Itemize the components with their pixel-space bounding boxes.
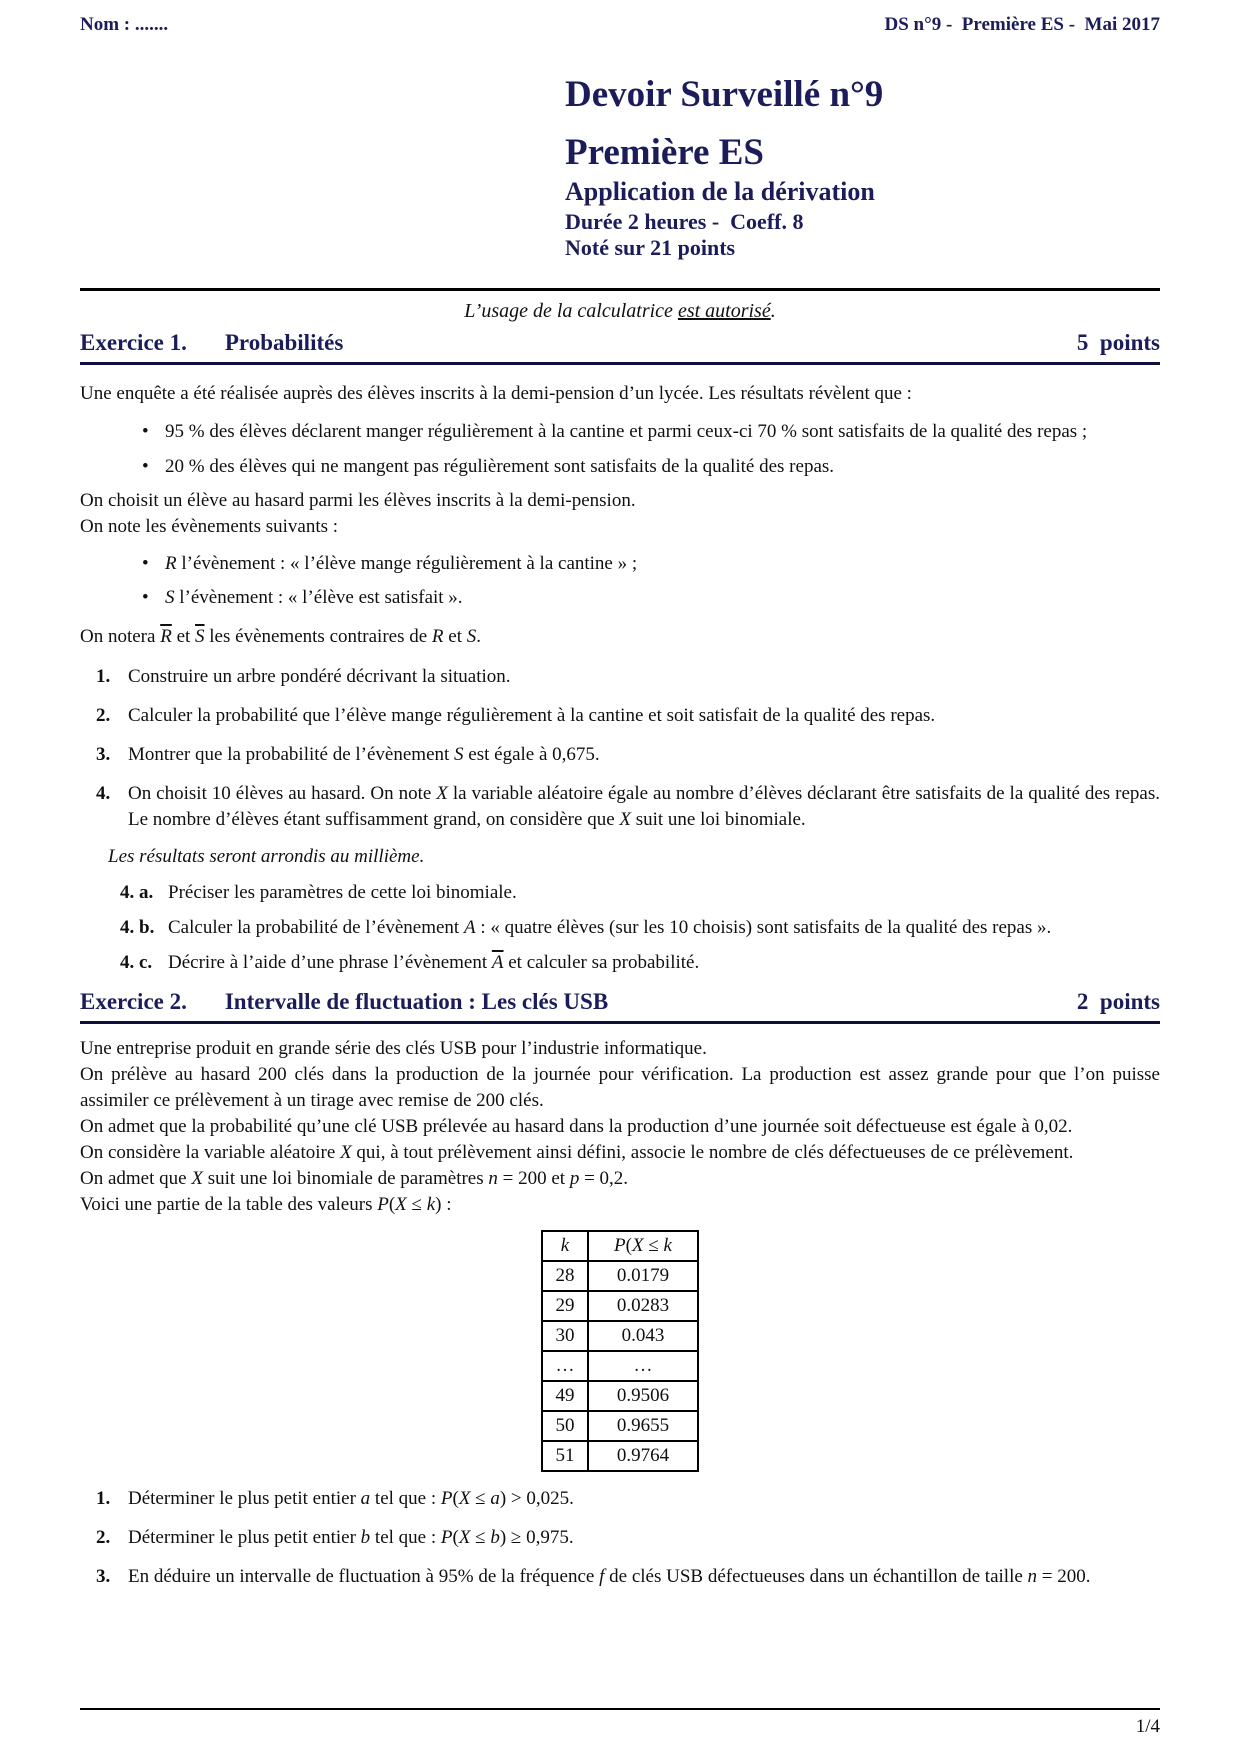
text-segment: On choisit 10 élèves au hasard. On note [128, 783, 437, 804]
table-cell: 0.0179 [588, 1261, 698, 1291]
course-info: DS n°9 - Première ES - Mai 2017 [884, 14, 1160, 35]
table-cell: … [542, 1351, 588, 1381]
ex1-event-r-text [165, 553, 637, 574]
text-segment: suit une loi binomiale. [630, 809, 806, 830]
question-text [168, 917, 1051, 938]
ex1-survey-results [80, 419, 1160, 480]
ex2-paragraph-5 [80, 1166, 1160, 1192]
exercise1-label: Exercice 1. [80, 330, 187, 355]
table-cell: 0.043 [588, 1321, 698, 1351]
text-segment: = 200. [1037, 1566, 1091, 1587]
question-text [128, 783, 1160, 830]
text-segment: et calculer sa probabilité. [503, 952, 700, 973]
student-name-label: Nom : ....... [80, 14, 169, 35]
question-text [128, 744, 600, 765]
exam-topic: Application de la dérivation [565, 177, 875, 206]
table-cell: 0.9764 [588, 1441, 698, 1471]
table-cell: 51 [542, 1441, 588, 1471]
text-segment: R [165, 553, 177, 574]
binomial-values-table [541, 1230, 699, 1472]
question-text [128, 666, 511, 687]
ex2-paragraph-2: On prélève au hasard 200 clés dans la production de la journée pour vérification. La production est assez grande pour que l’on puisse assimiler ce prélèvement à un tirage avec remise de 200 clés. [80, 1064, 1160, 1111]
text-segment: P [377, 1194, 389, 1215]
text-segment: Préciser les paramètres de cette loi binomiale. [168, 882, 517, 903]
ex1-question-4c [80, 950, 1160, 976]
ex2-paragraph-4 [80, 1140, 1160, 1166]
text-segment: On considère la variable aléatoire [80, 1142, 341, 1163]
ex1-question-3 [80, 742, 1160, 768]
text-segment: $\overline{A}$ [491, 952, 504, 973]
question-number: 2. [96, 1527, 111, 1548]
exercise2-title: Intervalle de fluctuation : Les clés USB [224, 989, 609, 1014]
ex1-choose-text: On choisit un élève au hasard parmi les élèves inscrits à la demi-pension. [80, 490, 636, 511]
text-segment: $\overline{R}$ [160, 626, 172, 647]
exercise1-title: Probabilités [224, 330, 344, 355]
text-segment: tel que : [370, 1527, 441, 1548]
table-cell: 49 [542, 1381, 588, 1411]
text-segment: Calculer la probabilité de l’évènement [168, 917, 464, 938]
text-segment: ) > 0,025. [499, 1488, 574, 1509]
ex1-question-2 [80, 703, 1160, 729]
question-text [128, 705, 935, 726]
text-segment: f [599, 1566, 605, 1587]
table-row [542, 1351, 698, 1381]
text-segment: b [360, 1527, 371, 1548]
question-number: 3. [96, 1566, 111, 1587]
text-segment: X [458, 1488, 471, 1509]
text-segment: est égale à 0,675. [463, 744, 600, 765]
text-segment: R [431, 626, 444, 647]
ex1-notation-text [80, 624, 1160, 650]
text-segment: ( [452, 1527, 459, 1548]
question-number: 1. [96, 666, 111, 687]
text-segment: X [340, 1142, 352, 1163]
text-segment: n [488, 1168, 498, 1189]
text-segment: A [463, 917, 476, 938]
exercise2-label: Exercice 2. [80, 989, 187, 1014]
bullet-icon: • [142, 587, 149, 608]
table-row [542, 1381, 698, 1411]
table-header-row [542, 1231, 698, 1261]
text-segment: = 200 et [497, 1168, 570, 1189]
text-segment: a [360, 1488, 371, 1509]
text-segment: X [619, 809, 631, 830]
text-segment: l’évènement : « l’élève mange régulièrement à la cantine » ; [176, 553, 638, 574]
text-segment: Décrire à l’aide d’une phrase l’évènement [168, 952, 492, 973]
header-k-text: k [560, 1235, 570, 1256]
question-number: 4. a. [120, 882, 154, 903]
text-segment: X [631, 1235, 644, 1256]
text-segment: X [395, 1194, 407, 1215]
text-segment: P [614, 1235, 626, 1256]
text-segment: = 0,2. [579, 1168, 629, 1189]
question-text [168, 882, 517, 903]
text-segment: P [440, 1527, 453, 1548]
text-segment: tel que : [370, 1488, 441, 1509]
text-segment: l’évènement : « l’élève est satisfait ». [174, 587, 463, 608]
ex1-event-s-text [165, 587, 463, 608]
text-segment: ) : [435, 1194, 452, 1215]
text-segment: P [440, 1488, 453, 1509]
text-segment: ( [452, 1488, 459, 1509]
text-segment: On admet que [80, 1168, 192, 1189]
table-cell: … [588, 1351, 698, 1381]
ex1-note-events-text: On note les évènements suivants : [80, 516, 339, 537]
text-segment: ) ≥ 0,975. [499, 1527, 574, 1548]
ex1-question-4 [80, 781, 1160, 833]
class-level: Première ES [565, 132, 764, 173]
question-text [128, 1488, 574, 1509]
question-number: 1. [96, 1488, 111, 1509]
list-item [80, 551, 1160, 577]
table-cell: 0.9506 [588, 1381, 698, 1411]
table-row [542, 1291, 698, 1321]
text-segment: S [466, 626, 477, 647]
text-segment: et [443, 626, 467, 647]
text-segment: : « quatre élèves (sur les 10 choisis) sont satisfaits de la qualité des repas ». [475, 917, 1052, 938]
text-segment: X [458, 1527, 471, 1548]
bullet-icon: • [142, 456, 149, 477]
table-cell: 0.9655 [588, 1411, 698, 1441]
text-segment: X [436, 783, 448, 804]
calculator-notice [80, 298, 1160, 324]
text-segment: Voici une partie de la table des valeurs [80, 1194, 378, 1215]
list-item [80, 454, 1160, 480]
ex1-question-1 [80, 664, 1160, 690]
text-segment: . [476, 626, 481, 647]
text-segment: ≤ [643, 1235, 664, 1256]
text-segment: suit une loi binomiale de paramètres [202, 1168, 489, 1189]
text-segment: et [171, 626, 196, 647]
text-segment: de clés USB défectueuses dans un échantillon de taille [604, 1566, 1028, 1587]
page-footer [80, 1708, 1160, 1738]
text-segment: ( [388, 1194, 396, 1215]
text-segment: ( [625, 1235, 632, 1256]
question-number: 4. [96, 783, 111, 804]
ex2-paragraph-1: Une entreprise produit en grande série des clés USB pour l’industrie informatique. [80, 1038, 707, 1059]
text-segment: Déterminer le plus petit entier [128, 1527, 361, 1548]
text-segment: la variable aléatoire égale au nombre d’élèves déclarant être satisfaits de la qualité des repas. Le nombre d’élèves étant suffisamment grand, on considère que [128, 783, 1161, 830]
exercise1-points: 5 points [1076, 330, 1160, 355]
question-number: 2. [96, 705, 111, 726]
table-cell: 28 [542, 1261, 588, 1291]
table-cell: 0.0283 [588, 1291, 698, 1321]
text-segment: $\overline{S}$ [195, 626, 205, 647]
table-cell: 29 [542, 1291, 588, 1321]
ex2-paragraph-6 [80, 1192, 1160, 1218]
text-segment: . [770, 300, 776, 322]
ex1-question-4b [80, 915, 1160, 941]
ex2-paragraph-3: On admet que la probabilité qu’une clé USB prélevée au hasard dans la production d’une journée soit défectueuse est égale à 0,02. [80, 1116, 1073, 1137]
text-segment: S [454, 744, 464, 765]
table-row [542, 1261, 698, 1291]
ex1-bullet1-text: 95 % des élèves déclarent manger régulièrement à la cantine et parmi ceux-ci 70 % sont satisfaits de la qualité des repas ; [165, 421, 1088, 442]
text-segment: n [1027, 1566, 1038, 1587]
text-segment: k [426, 1194, 436, 1215]
text-segment: les évènements contraires de [204, 626, 432, 647]
text-segment: ≤ [470, 1527, 491, 1548]
table-cell: 50 [542, 1411, 588, 1441]
question-number: 3. [96, 744, 111, 765]
text-segment: a [490, 1488, 500, 1509]
document-header [80, 14, 1160, 36]
footer-rule [80, 1708, 1160, 1710]
exercise2-heading [80, 990, 608, 1014]
bullet-icon: • [142, 553, 149, 574]
document-title: Devoir Surveillé n°9 [565, 74, 884, 115]
title-block [565, 73, 1160, 261]
bullet-icon: • [142, 421, 149, 442]
question-text [128, 1527, 574, 1548]
ex1-intro: Une enquête a été réalisée auprès des élèves inscrits à la demi-pension d’un lycée. Les résultats révèlent que : [80, 383, 912, 404]
ex2-question-3 [80, 1564, 1160, 1590]
exercise2-points: 2 points [1076, 989, 1160, 1014]
question-text [128, 1566, 1091, 1587]
list-item [80, 585, 1160, 611]
text-segment: ≤ [470, 1488, 491, 1509]
ex1-bullet2-text: 20 % des élèves qui ne mangent pas régulièrement sont satisfaits de la qualité des repas. [165, 456, 835, 477]
list-item [80, 419, 1160, 445]
table-row [542, 1411, 698, 1441]
top-horizontal-rule [80, 288, 1160, 291]
text-segment: Déterminer le plus petit entier [128, 1488, 361, 1509]
ex1-rounding-note: Les résultats seront arrondis au millième. [108, 846, 425, 867]
table-header-k [542, 1231, 588, 1261]
text-segment: Montrer que la probabilité de l’évènement [128, 744, 455, 765]
text-segment: Calculer la probabilité que l’élève mange régulièrement à la cantine et soit satisfait de la qualité des repas. [128, 705, 936, 726]
text-segment: On notera [80, 626, 161, 647]
exam-grading: Noté sur 21 points [565, 235, 736, 260]
text-segment: En déduire un intervalle de fluctuation à 95% de la fréquence [128, 1566, 600, 1587]
exercise1-heading [80, 331, 343, 355]
text-segment: X [191, 1168, 203, 1189]
table-header-probability [588, 1231, 698, 1261]
text-segment: L’usage de la calculatrice [464, 300, 678, 322]
table-cell: 30 [542, 1321, 588, 1351]
text-segment: qui, à tout prélèvement ainsi défini, associe le nombre de clés défectueuses de ce prélèvement. [351, 1142, 1074, 1163]
question-number: 4. b. [120, 917, 155, 938]
table-row [542, 1441, 698, 1471]
ex1-events-list [80, 551, 1160, 611]
text-segment: Construire un arbre pondéré décrivant la situation. [128, 666, 511, 687]
question-text [168, 952, 699, 973]
ex2-question-2 [80, 1525, 1160, 1551]
text-segment: est autorisé [677, 300, 771, 322]
text-segment: b [490, 1527, 500, 1548]
question-number: 4. c. [120, 952, 153, 973]
table-body [542, 1261, 698, 1471]
text-segment: p [569, 1168, 580, 1189]
table-row [542, 1321, 698, 1351]
text-segment: S [165, 587, 175, 608]
ex1-question-4a [80, 880, 1160, 906]
exam-duration: Durée 2 heures - Coeff. 8 [565, 209, 804, 234]
text-segment: ≤ [406, 1194, 427, 1215]
page-number: 1/4 [1135, 1716, 1160, 1737]
exercise2-header [80, 990, 1160, 1024]
exercise1-header [80, 331, 1160, 365]
text-segment: k [663, 1235, 672, 1256]
ex2-question-1 [80, 1486, 1160, 1512]
